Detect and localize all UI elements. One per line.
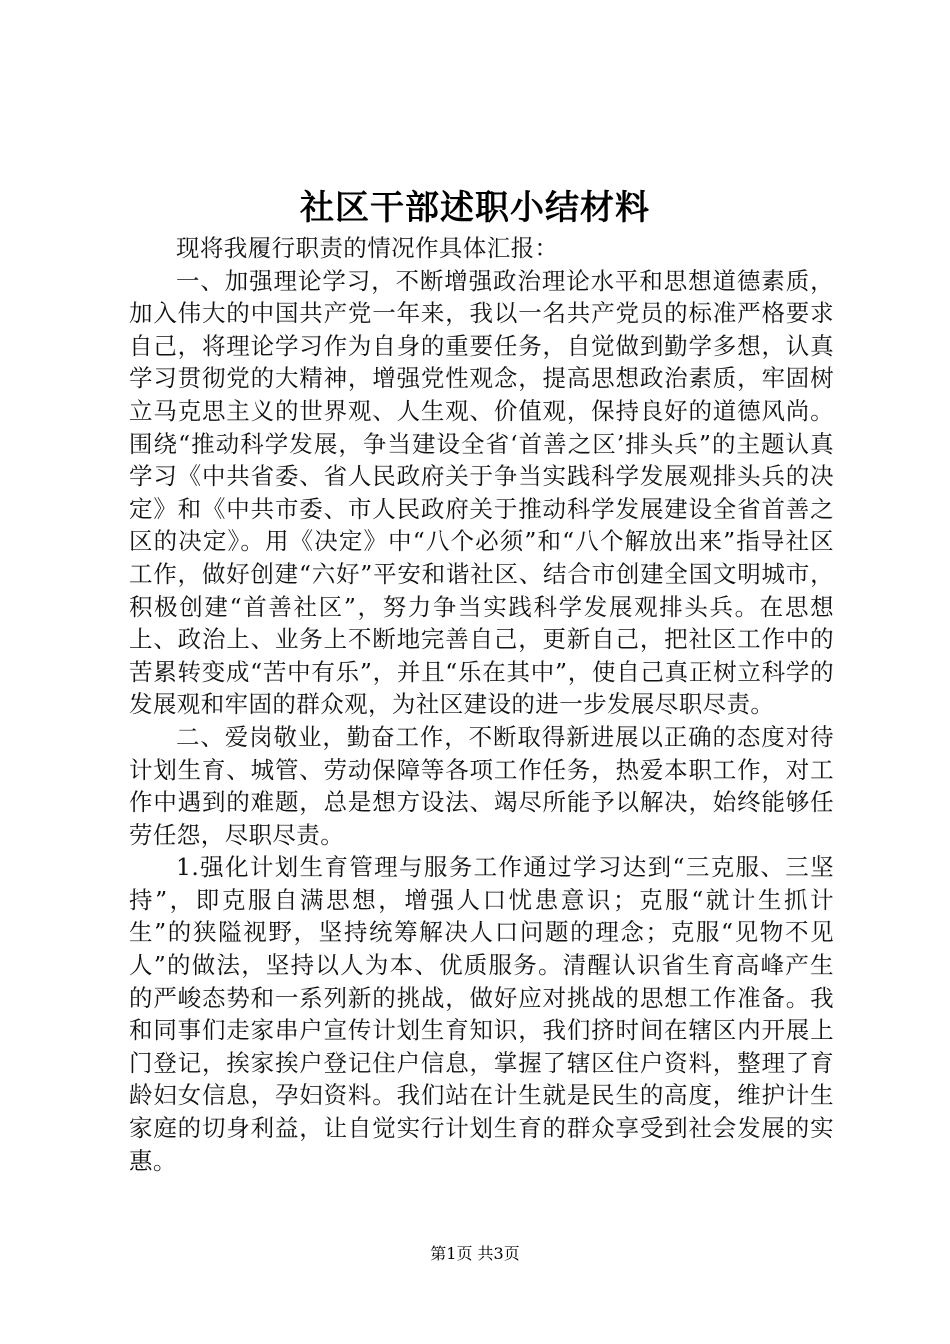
page-number-footer: 第1页 共3页 <box>430 1244 520 1263</box>
item-one-paragraph: 1.强化计划生育管理与服务工作通过学习达到“三克服、三坚持”，即克服自满思想，增强人口忧患意识；克服“就计生抓计生”的狭隘视野，坚持统筹解决人口问题的理念；克服“见物不见人”的做法，坚持以人为本、优质服务。清醒认识省生育高峰产生的严峻态势和一系列新的挑战，做好应对挑战的思想工作准备。我和同事们走家串户宣传计划生育知识，我们挤时间在辖区内开展上门登记，挨家挨户登记住户信息，掌握了辖区住户资料，整理了育龄妇女信息，孕妇资料。我们站在计生就是民生的高度，维护计生家庭的切身利益，让自觉实行计划生育的群众享受到社会发展的实惠。 <box>129 853 834 1175</box>
intro-paragraph: 现将我履行职责的情况作具体汇报： <box>176 234 559 262</box>
document-title: 社区干部述职小结材料 <box>300 188 650 228</box>
section-two-paragraph: 二、爱岗敬业，勤奋工作，不断取得新进展以正确的态度对待计划生育、城管、劳动保障等各项工作任务，热爱本职工作，对工作中遇到的难题，总是想方设法、竭尽所能予以解决，始终能够任劳任怨，尽职尽责。 <box>129 722 834 849</box>
document-body <box>129 232 834 1177</box>
section-one-paragraph: 一、加强理论学习，不断增强政治理论水平和思想道德素质，加入伟大的中国共产党一年来，我以一名共产党员的标准严格要求自己，将理论学习作为自身的重要任务，自觉做到勤学多想，认真学习贯彻党的大精神，增强党性观念，提高思想政治素质，牢固树立马克思主义的世界观、人生观、价值观，保持良好的道德风尚。围绕“推动科学发展，争当建设全省‘首善之区’排头兵”的主题认真学习《中共省委、省人民政府关于争当实践科学发展观排头兵的决定》和《中共市委、市人民政府关于推动科学发展建设全省首善之区的决定》。用《决定》中“八个必须”和“八个解放出来”指导社区工作，做好创建“六好”平安和谐社区、结合市创建全国文明城市，积极创建“首善社区”，努力争当实践科学发展观排头兵。在思想上、政治上、业务上不断地完善自己，更新自己，把社区工作中的苦累转变成“苦中有乐”，并且“乐在其中”，使自己真正树立科学的发展观和牢固的群众观，为社区建设的进一步发展尽职尽责。 <box>129 266 834 719</box>
